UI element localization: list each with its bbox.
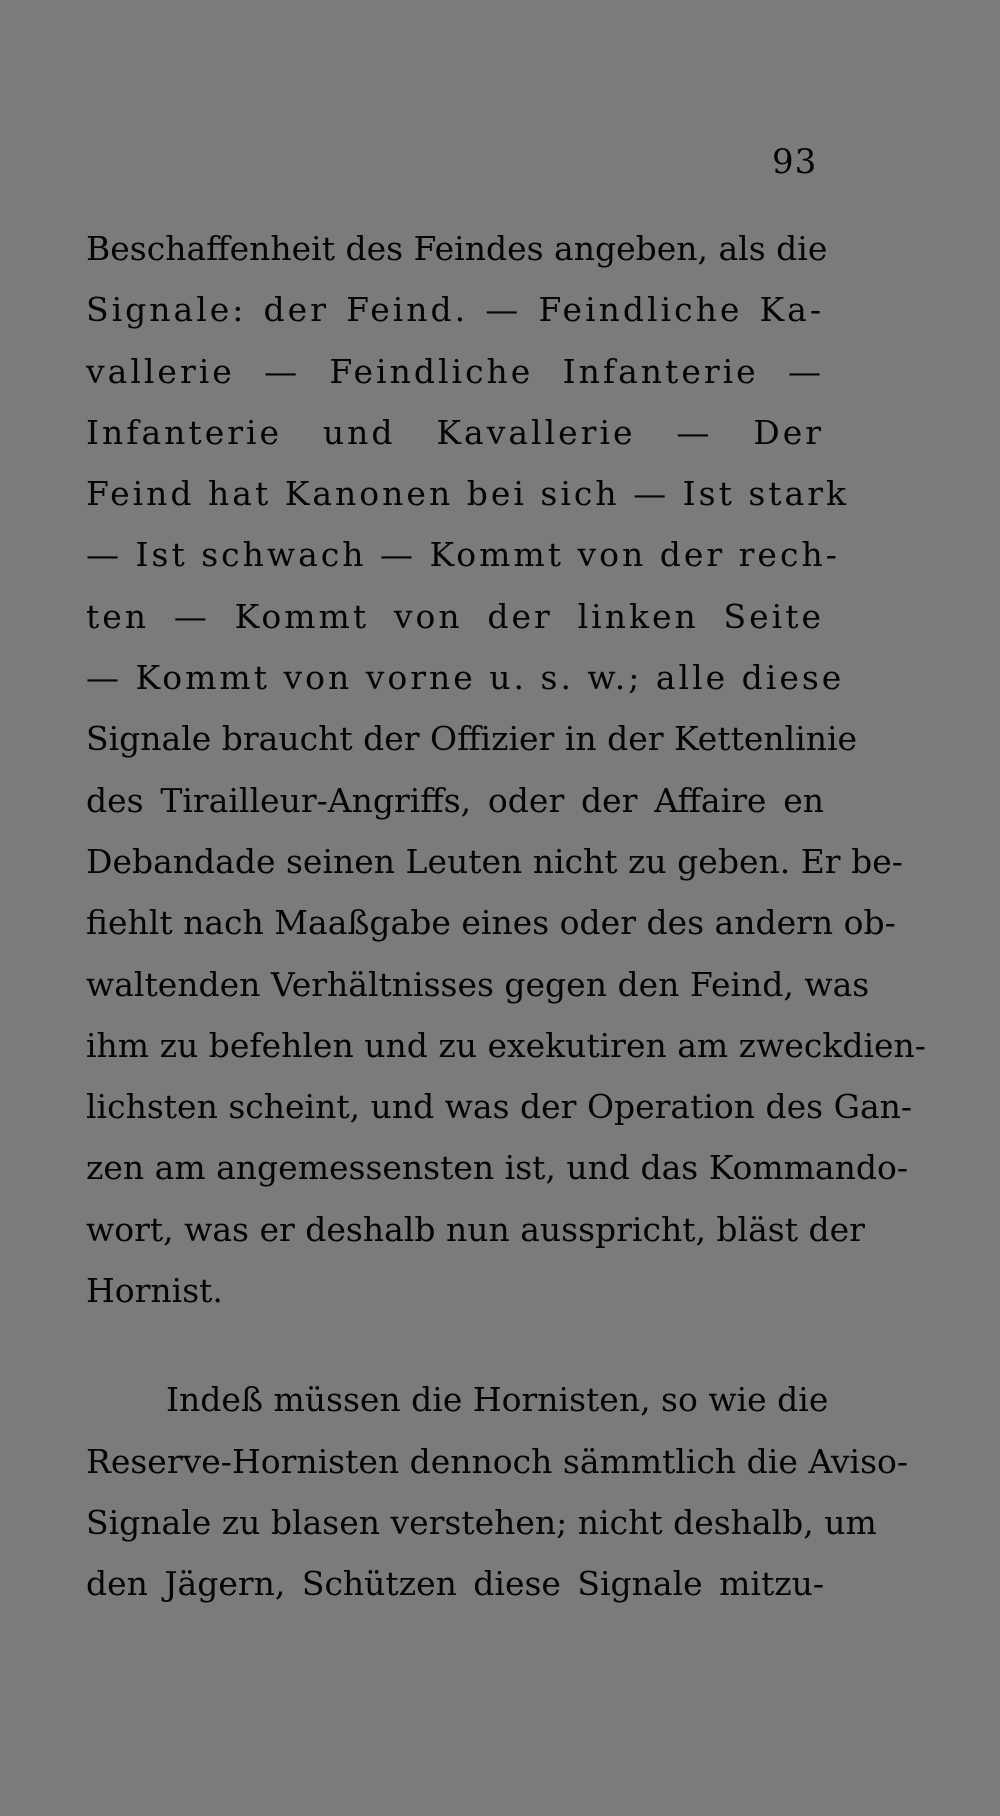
text-line: Signale: der Feind. — Feindliche Ka- (86, 290, 824, 330)
text-line: Reserve-Hornisten dennoch sämmtlich die Aviso- (86, 1441, 909, 1481)
page-text (86, 218, 926, 1615)
paragraph-gap (86, 1321, 824, 1369)
text-line: den Jägern, Schützen diese Signale mitzu- (86, 1564, 824, 1604)
text-line: fiehlt nach Maaßgabe eines oder des andern ob- (86, 903, 896, 943)
text-line: Beschaffenheit des Feindes angeben, als die (86, 229, 828, 268)
text-line: wort, was er deshalb nun ausspricht, bläst der (86, 1209, 865, 1249)
text-line: waltenden Verhältnisses gegen den Feind, was (86, 964, 870, 1004)
text-line: zen am angemessensten ist, und das Kommando- (86, 1148, 909, 1188)
paragraph-1 (86, 218, 926, 1321)
text-line: Signale zu blasen verstehen; nicht deshalb, um (86, 1502, 877, 1542)
text-line: Debandade seinen Leuten nicht zu geben. Er be- (86, 841, 903, 881)
paragraph-2 (86, 1369, 909, 1614)
text-line: Hornist. (86, 1271, 223, 1311)
text-line: — Kommt von vorne u. s. w.; alle diese (86, 658, 845, 698)
text-line: vallerie — Feindliche Infanterie — (86, 351, 824, 391)
text-line: — Ist schwach — Kommt von der rech- (86, 535, 840, 575)
text-line: Infanterie und Kavallerie — Der (86, 412, 824, 452)
text-line: des Tirailleur-Angriffs, oder der Affaire en (86, 780, 824, 820)
text-line: Indeß müssen die Hornisten, so wie die (166, 1380, 829, 1420)
text-line: Signale braucht der Offizier in der Kettenlinie (86, 719, 858, 759)
text-line: Feind hat Kanonen bei sich — Ist stark (86, 474, 849, 514)
page-number: 93 (772, 142, 818, 182)
text-line: lichsten scheint, und was der Operation des Gan- (86, 1087, 913, 1127)
text-line: ihm zu befehlen und zu exekutiren am zweckdien- (86, 1025, 926, 1065)
text-line: ten — Kommt von der linken Seite (86, 596, 824, 636)
